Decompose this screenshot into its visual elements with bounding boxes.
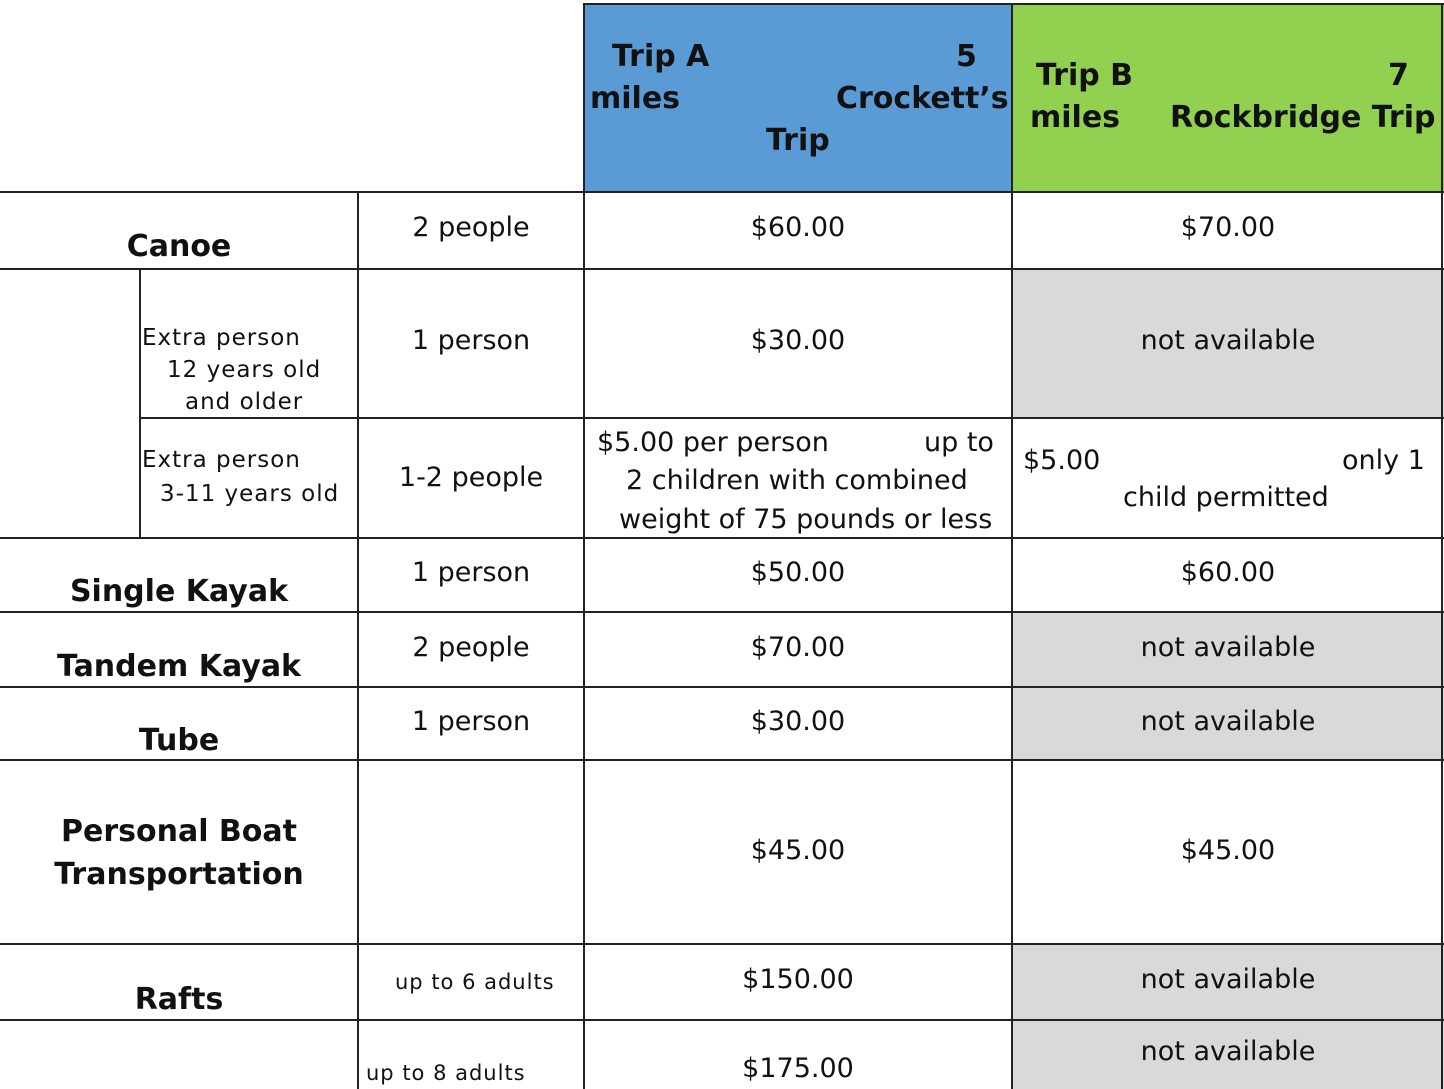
price-trip-a: $70.00 bbox=[750, 632, 846, 663]
not-available-label: not available bbox=[1140, 1036, 1316, 1067]
qty-extra-child: 1-2 people bbox=[398, 462, 544, 493]
trip-a-child-limit: up to bbox=[924, 427, 994, 458]
trip-b-miles: miles bbox=[1030, 100, 1121, 135]
qty-tube: 1 person bbox=[411, 706, 531, 737]
trip-b-child-price: $5.00 bbox=[1023, 445, 1101, 476]
trip-b-label: Trip B bbox=[1036, 58, 1134, 93]
trip-b-name: Rockbridge Trip bbox=[1170, 100, 1436, 135]
price-trip-b: $70.00 bbox=[1180, 212, 1276, 243]
price-trip-a: $60.00 bbox=[750, 212, 846, 243]
price-trip-a: $50.00 bbox=[750, 557, 846, 588]
trip-a-child-note-cont: weight of 75 pounds or less bbox=[619, 504, 993, 535]
extra-child-age: 3-11 years old bbox=[160, 481, 340, 507]
price-trip-a: $175.00 bbox=[742, 1053, 854, 1084]
qty-single-kayak: 1 person bbox=[411, 557, 531, 588]
extra-adult-age: 12 years old bbox=[167, 357, 322, 383]
item-canoe: Canoe bbox=[126, 229, 232, 264]
price-trip-a: $150.00 bbox=[742, 964, 854, 995]
qty-rafts-6: up to 6 adults bbox=[395, 970, 555, 994]
trip-b-child-note: child permitted bbox=[1123, 482, 1329, 513]
not-available-label: not available bbox=[1140, 706, 1316, 737]
trip-a-label: Trip A bbox=[612, 39, 710, 74]
trip-a-child-price: $5.00 per person bbox=[597, 427, 829, 458]
qty-canoe: 2 people bbox=[412, 212, 530, 243]
not-available-label: not available bbox=[1140, 964, 1316, 995]
item-rafts: Rafts bbox=[134, 982, 224, 1017]
qty-rafts-8: up to 8 adults bbox=[366, 1061, 526, 1085]
trip-a-name: Crockett’s bbox=[836, 81, 1009, 116]
trip-a-name-cont: Trip bbox=[766, 123, 830, 158]
item-tandem-kayak: Tandem Kayak bbox=[56, 649, 302, 684]
price-trip-b: $60.00 bbox=[1180, 557, 1276, 588]
price-trip-a: $30.00 bbox=[750, 706, 846, 737]
qty-tandem-kayak: 2 people bbox=[412, 632, 530, 663]
not-available-label: not available bbox=[1140, 632, 1316, 663]
trip-a-distance: 5 bbox=[956, 39, 977, 74]
trip-a-miles: miles bbox=[590, 81, 681, 116]
price-trip-b: $45.00 bbox=[1180, 835, 1276, 866]
extra-child-desc: Extra person bbox=[142, 447, 301, 473]
trip-a-child-note: 2 children with combined bbox=[626, 465, 968, 496]
extra-adult-age-cont: and older bbox=[185, 389, 304, 415]
not-available-label: not available bbox=[1140, 325, 1316, 356]
trip-b-child-limit: only 1 bbox=[1342, 445, 1425, 476]
item-personal-boat-cont: Transportation bbox=[54, 857, 304, 892]
price-trip-a: $45.00 bbox=[750, 835, 846, 866]
price-trip-a: $30.00 bbox=[750, 325, 846, 356]
item-single-kayak: Single Kayak bbox=[69, 574, 289, 609]
trip-b-distance: 7 bbox=[1388, 58, 1409, 93]
extra-adult-desc: Extra person bbox=[142, 325, 301, 351]
item-tube: Tube bbox=[138, 723, 220, 758]
item-personal-boat: Personal Boat bbox=[61, 814, 297, 849]
qty-extra-adult: 1 person bbox=[411, 325, 531, 356]
